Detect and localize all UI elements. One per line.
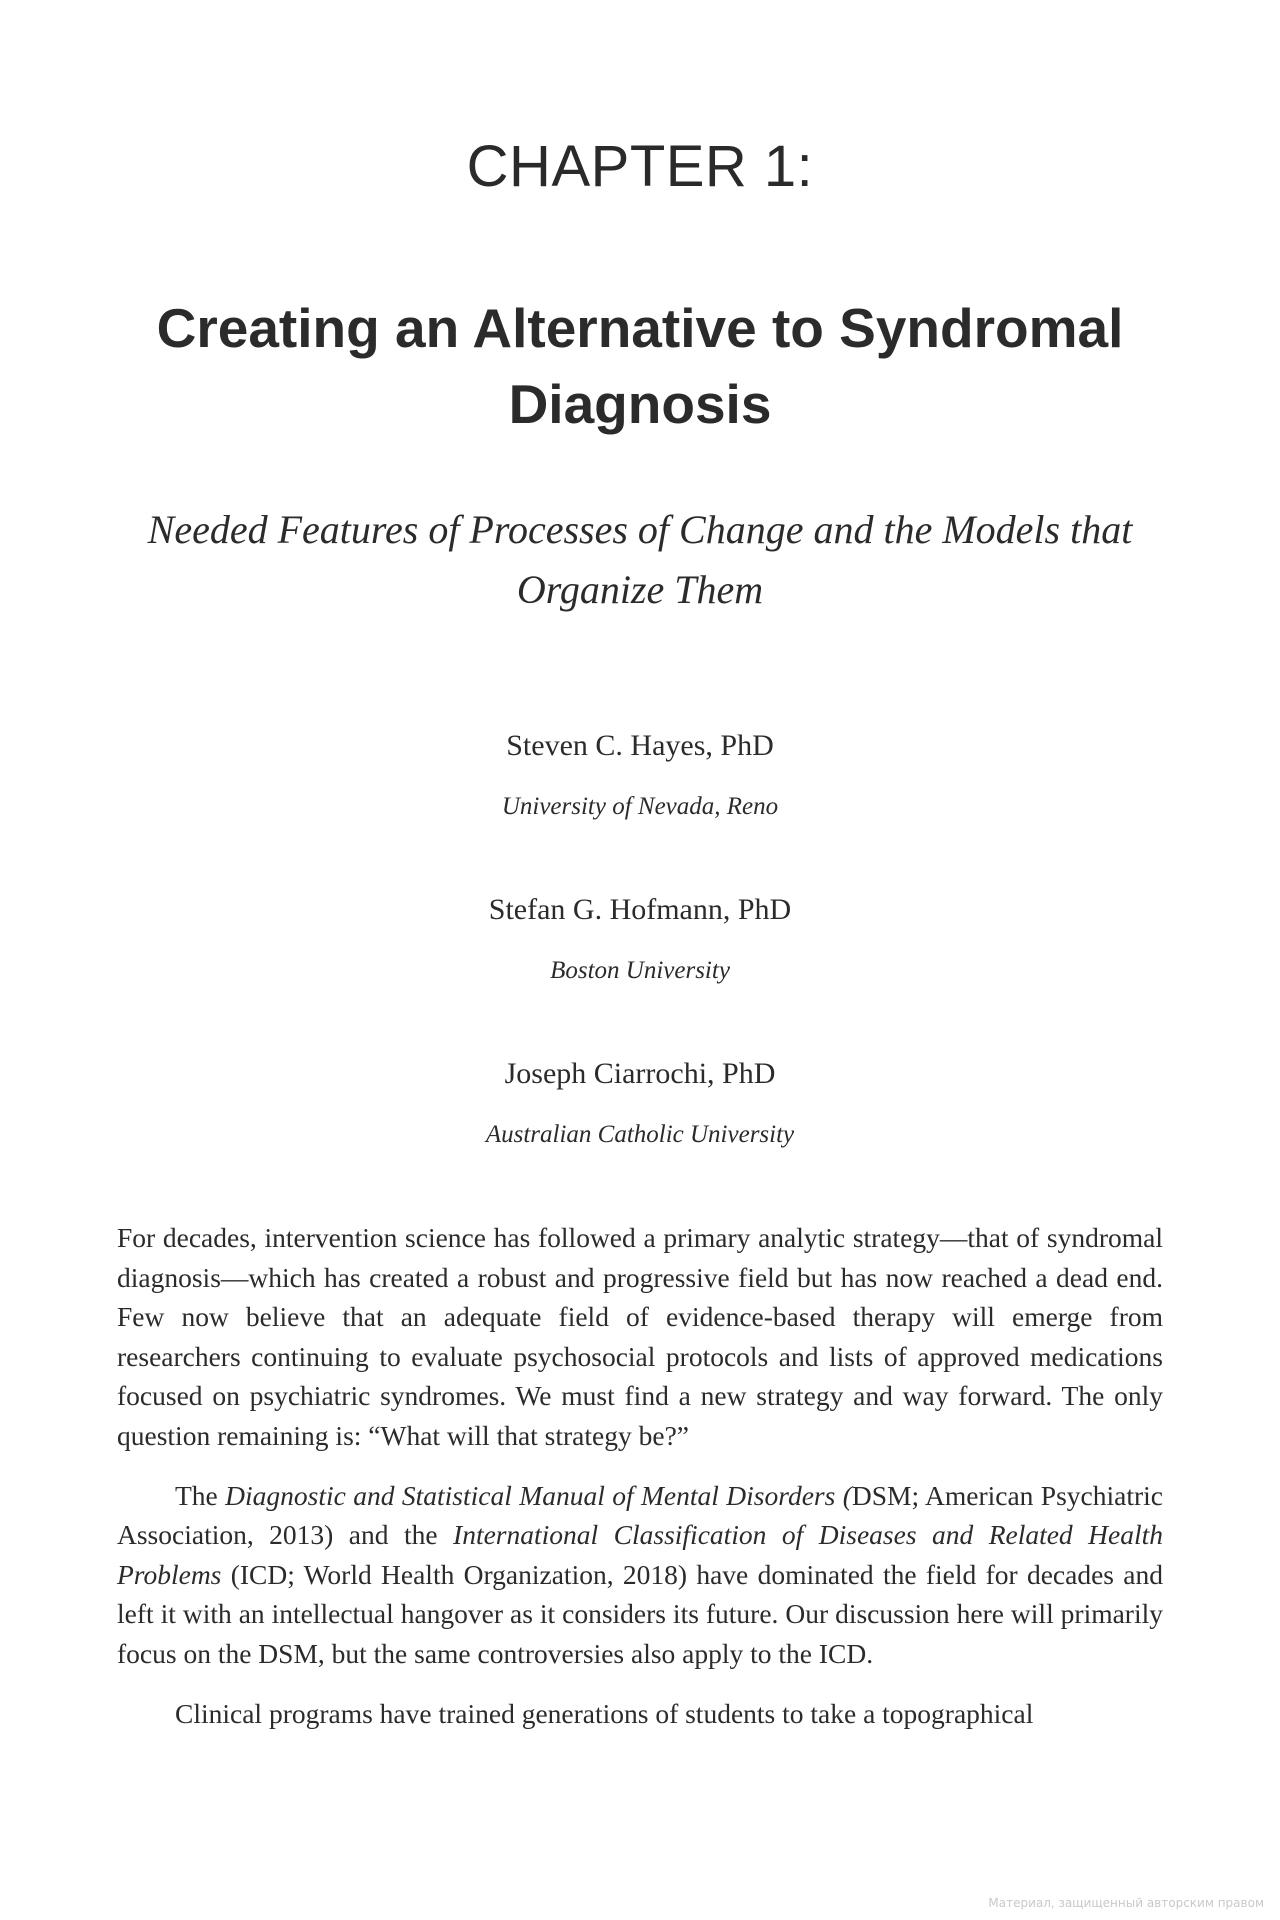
paragraph-1: For decades, intervention science has followed a primary analytic strategy—that of syndromal diagnosis—which has created a robust and progressive field but has now reached a dead end. Few now believe that an adequate field of evidence-based therapy will emerge from researchers continuing to evaluate psychosocial protocols and lists of approved medications focused on psychiatric syndromes. We must find a new strategy and way forward. The only question remaining is: “What will that strategy be?” — [117, 1222, 1163, 1451]
author-affiliation: Australian Catholic University — [485, 1121, 795, 1148]
paragraph-3: Clinical programs have trained generations of students to take a topographical — [175, 1697, 1034, 1729]
author-list — [0, 726, 1280, 1218]
author-block — [0, 890, 1280, 1054]
paragraph-2-text: (ICD; World Health Organization, 2018) have dominated the field for decades and left it with an intellectual hangover as it considers its future. Our discussion here will primarily focus on the DSM, but the same controversies also apply to the ICD. — [117, 1558, 1163, 1669]
paragraph-2-text: DSM; American Psychiatric Association, 2013) and the — [117, 1479, 1163, 1551]
author-block — [0, 726, 1280, 890]
chapter-title: Creating an Alternative to Syndromal Diagnosis — [156, 297, 1124, 435]
copyright-watermark: Материал, защищенный авторским правом — [988, 1896, 1264, 1910]
author-block — [0, 1054, 1280, 1218]
author-affiliation: University of Nevada, Reno — [501, 793, 779, 820]
author-affiliation: Boston University — [550, 957, 730, 984]
author-name: Joseph Ciarrochi, PhD — [504, 1057, 776, 1090]
dsm-title: Diagnostic and Statistical Manual of Mental Disorders ( — [225, 1479, 852, 1511]
chapter-label: CHAPTER 1: — [466, 134, 814, 199]
author-name: Steven C. Hayes, PhD — [506, 729, 774, 762]
author-name: Stefan G. Hofmann, PhD — [488, 893, 792, 926]
icd-title: International Classification of Diseases and Related Health Problems — [117, 1519, 1163, 1590]
paragraph-2-text: The — [175, 1479, 226, 1511]
chapter-subtitle: Needed Features of Processes of Change and the Models that Organize Them — [147, 507, 1133, 612]
paragraph-2 — [117, 1476, 1163, 1674]
body-text — [117, 1218, 1163, 1753]
